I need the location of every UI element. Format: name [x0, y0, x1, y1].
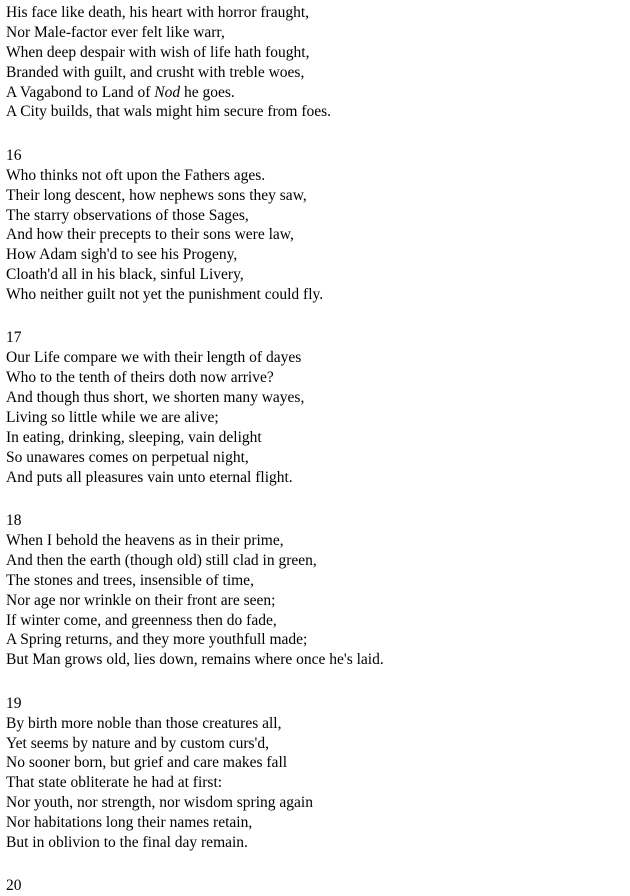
stanza-line: The starry observations of those Sages,: [6, 206, 249, 224]
stanza-number: 20: [6, 877, 22, 895]
stanza-number: 19: [6, 694, 22, 712]
stanza-16: [6, 146, 626, 305]
stanza-line: [6, 83, 626, 103]
stanza-line: Who to the tenth of theirs doth now arrive?: [6, 369, 274, 387]
stanza-line: And how their precepts to their sons were law,: [6, 226, 294, 244]
stanza-line: And though thus short, we shorten many wayes,: [6, 389, 305, 407]
stanza-line: Nor youth, nor strength, nor wisdom spring again: [6, 794, 313, 812]
stanza-line: The stones and trees, insensible of time,: [6, 571, 254, 589]
stanza-spacer: [6, 670, 626, 694]
stanza-15: [6, 3, 626, 122]
stanza-19: [6, 694, 626, 853]
stanza-line: Who neither guilt not yet the punishment could fly.: [6, 286, 324, 304]
stanza-line: Cloath'd all in his black, sinful Livery,: [6, 266, 244, 284]
stanza-line: That state obliterate he had at first:: [6, 774, 223, 792]
stanza-20: [6, 876, 626, 896]
stanza-line: Yet seems by nature and by custom curs'd,: [6, 734, 269, 752]
stanza-line: Nor habitations long their names retain,: [6, 814, 253, 832]
stanza-line: If winter come, and greenness then do fade,: [6, 611, 277, 629]
stanza-line: But in oblivion to the final day remain.: [6, 833, 248, 851]
stanza-line: No sooner born, but grief and care makes fall: [6, 754, 288, 772]
line-text: he goes.: [180, 83, 235, 101]
stanza-line: But Man grows old, lies down, remains where once he's laid.: [6, 651, 384, 669]
stanza-18: [6, 511, 626, 670]
stanza-line: How Adam sigh'd to see his Progeny,: [6, 246, 238, 264]
stanza-spacer: [6, 122, 626, 146]
stanza-line: By birth more noble than those creatures all,: [6, 714, 282, 732]
stanza-line: A City builds, that wals might him secure from foes.: [6, 103, 332, 121]
stanza-number: 16: [6, 146, 22, 164]
stanza-line: And then the earth (though old) still clad in green,: [6, 551, 317, 569]
stanza-line: When deep despair with wish of life hath fought,: [6, 43, 310, 61]
stanza-line: Their long descent, how nephews sons they saw,: [6, 186, 307, 204]
poem-page: [6, 3, 626, 896]
stanza-17: [6, 328, 626, 487]
stanza-line: His face like death, his heart with horror fraught,: [6, 4, 310, 21]
stanza-number: 17: [6, 329, 22, 347]
line-text: A Vagabond to Land of: [6, 83, 155, 101]
stanza-line: And puts all pleasures vain unto eternal flight.: [6, 468, 293, 486]
stanza-line: Living so little while we are alive;: [6, 409, 219, 427]
italic-place-name: Nod: [154, 83, 181, 101]
stanza-line: When I behold the heavens as in their prime,: [6, 531, 284, 549]
stanza-spacer: [6, 305, 626, 329]
stanza-spacer: [6, 853, 626, 877]
stanza-spacer: [6, 488, 626, 512]
stanza-line: Our Life compare we with their length of dayes: [6, 349, 302, 367]
stanza-line: Branded with guilt, and crusht with treble woes,: [6, 63, 305, 81]
stanza-line: So unawares comes on perpetual night,: [6, 448, 249, 466]
stanza-line: In eating, drinking, sleeping, vain delight: [6, 428, 262, 446]
stanza-line: Who thinks not oft upon the Fathers ages.: [6, 166, 266, 184]
stanza-line: Nor Male-factor ever felt like warr,: [6, 23, 225, 41]
stanza-number: 18: [6, 512, 22, 530]
stanza-line: A Spring returns, and they more youthfull made;: [6, 631, 308, 649]
stanza-line: Nor age nor wrinkle on their front are seen;: [6, 591, 276, 609]
